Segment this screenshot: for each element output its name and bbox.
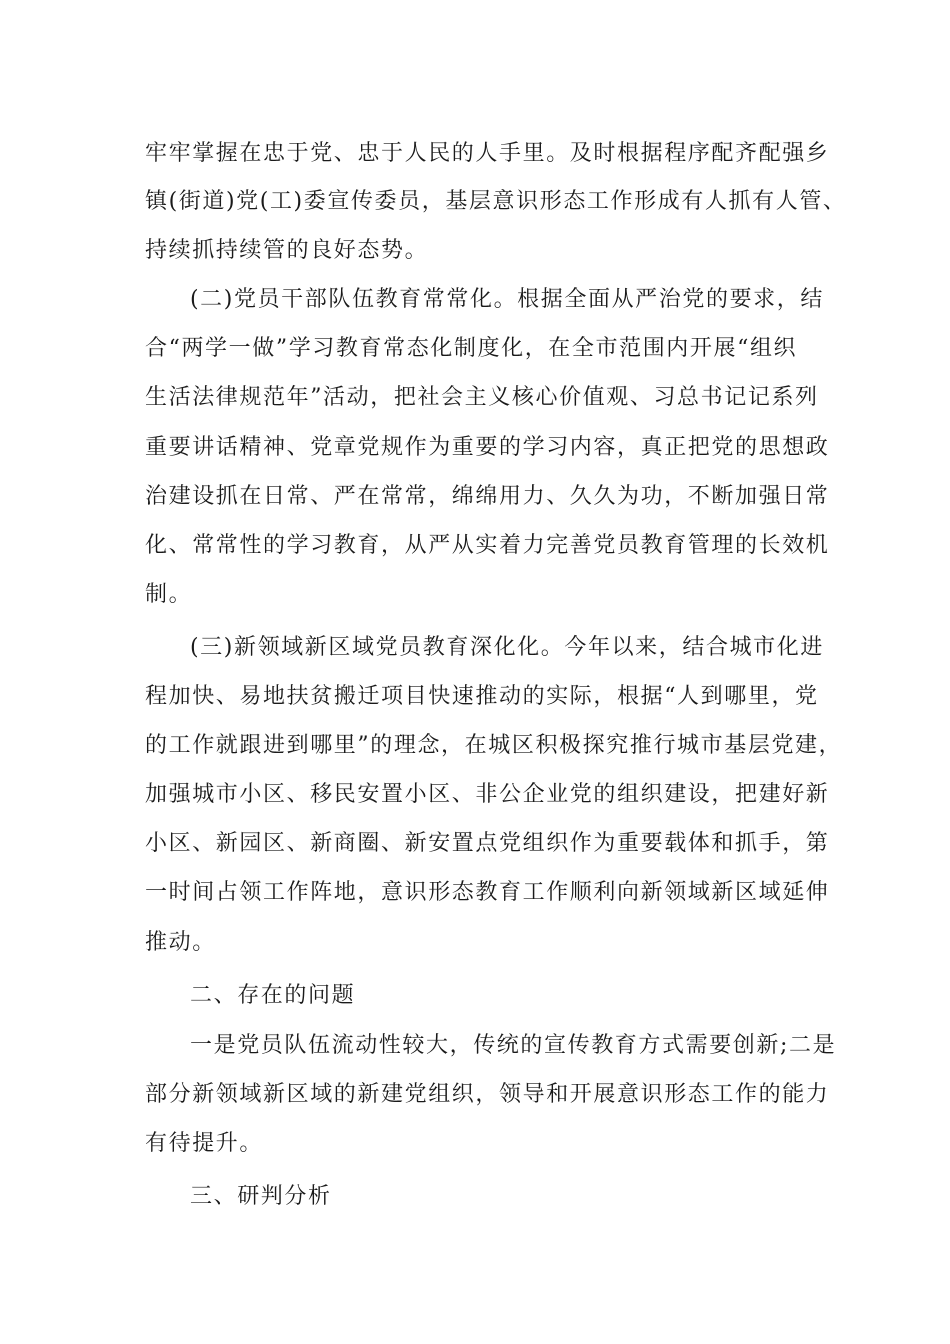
paragraph-start-line: (三)新领域新区域党员教育深化化。今年以来，结合城市化进 <box>190 635 824 660</box>
text-line: 加强城市小区、移民安置小区、非公企业党的组织建设，把建好新 <box>145 782 830 807</box>
text-line: 镇(街道)党(工)委宣传委员，基层意识形态工作形成有人抓有人管、 <box>145 189 847 214</box>
text-line: 小区、新园区、新商圈、新安置点党组织作为重要载体和抓手，第 <box>145 831 830 856</box>
text-line: 制。 <box>145 582 193 607</box>
text-line: 牢牢掌握在忠于党、忠于人民的人手里。及时根据程序配齐配强乡 <box>145 141 830 166</box>
text-line: 重要讲话精神、党章党规作为重要的学习内容，真正把党的思想政 <box>145 435 830 460</box>
section-heading: 二、存在的问题 <box>190 983 356 1008</box>
text-line: 合“两学一做”学习教育常态化制度化，在全市范围内开展“组织 <box>145 336 798 361</box>
text-line: 一时间占领工作阵地，意识形态教育工作顺利向新领域新区域延伸 <box>145 880 830 905</box>
text-line: 程加快、易地扶贫搬迁项目快速推动的实际，根据“人到哪里，党 <box>145 684 819 709</box>
paragraph-start-line: 一是党员队伍流动性较大，传统的宣传教育方式需要创新;二是 <box>190 1033 837 1058</box>
text-line: 生活法律规范年”活动，把社会主义核心价值观、习总书记记系列 <box>145 385 819 410</box>
section-heading: 三、研判分析 <box>190 1184 332 1209</box>
text-line: 部分新领域新区域的新建党组织，领导和开展意识形态工作的能力 <box>145 1082 830 1107</box>
text-line: 持续抓持续管的良好态势。 <box>145 238 429 263</box>
text-line: 化、常常性的学习教育，从严从实着力完善党员教育管理的长效机 <box>145 533 830 558</box>
text-line: 的工作就跟进到哪里”的理念，在城区积极探究推行城市基层党建， <box>145 733 843 758</box>
paragraph-start-line: (二)党员干部队伍教育常常化。根据全面从严治党的要求，结 <box>190 287 824 312</box>
text-line: 有待提升。 <box>145 1131 264 1156</box>
text-line: 推动。 <box>145 930 216 955</box>
text-line: 治建设抓在日常、严在常常，绵绵用力、久久为功，不断加强日常 <box>145 484 830 509</box>
